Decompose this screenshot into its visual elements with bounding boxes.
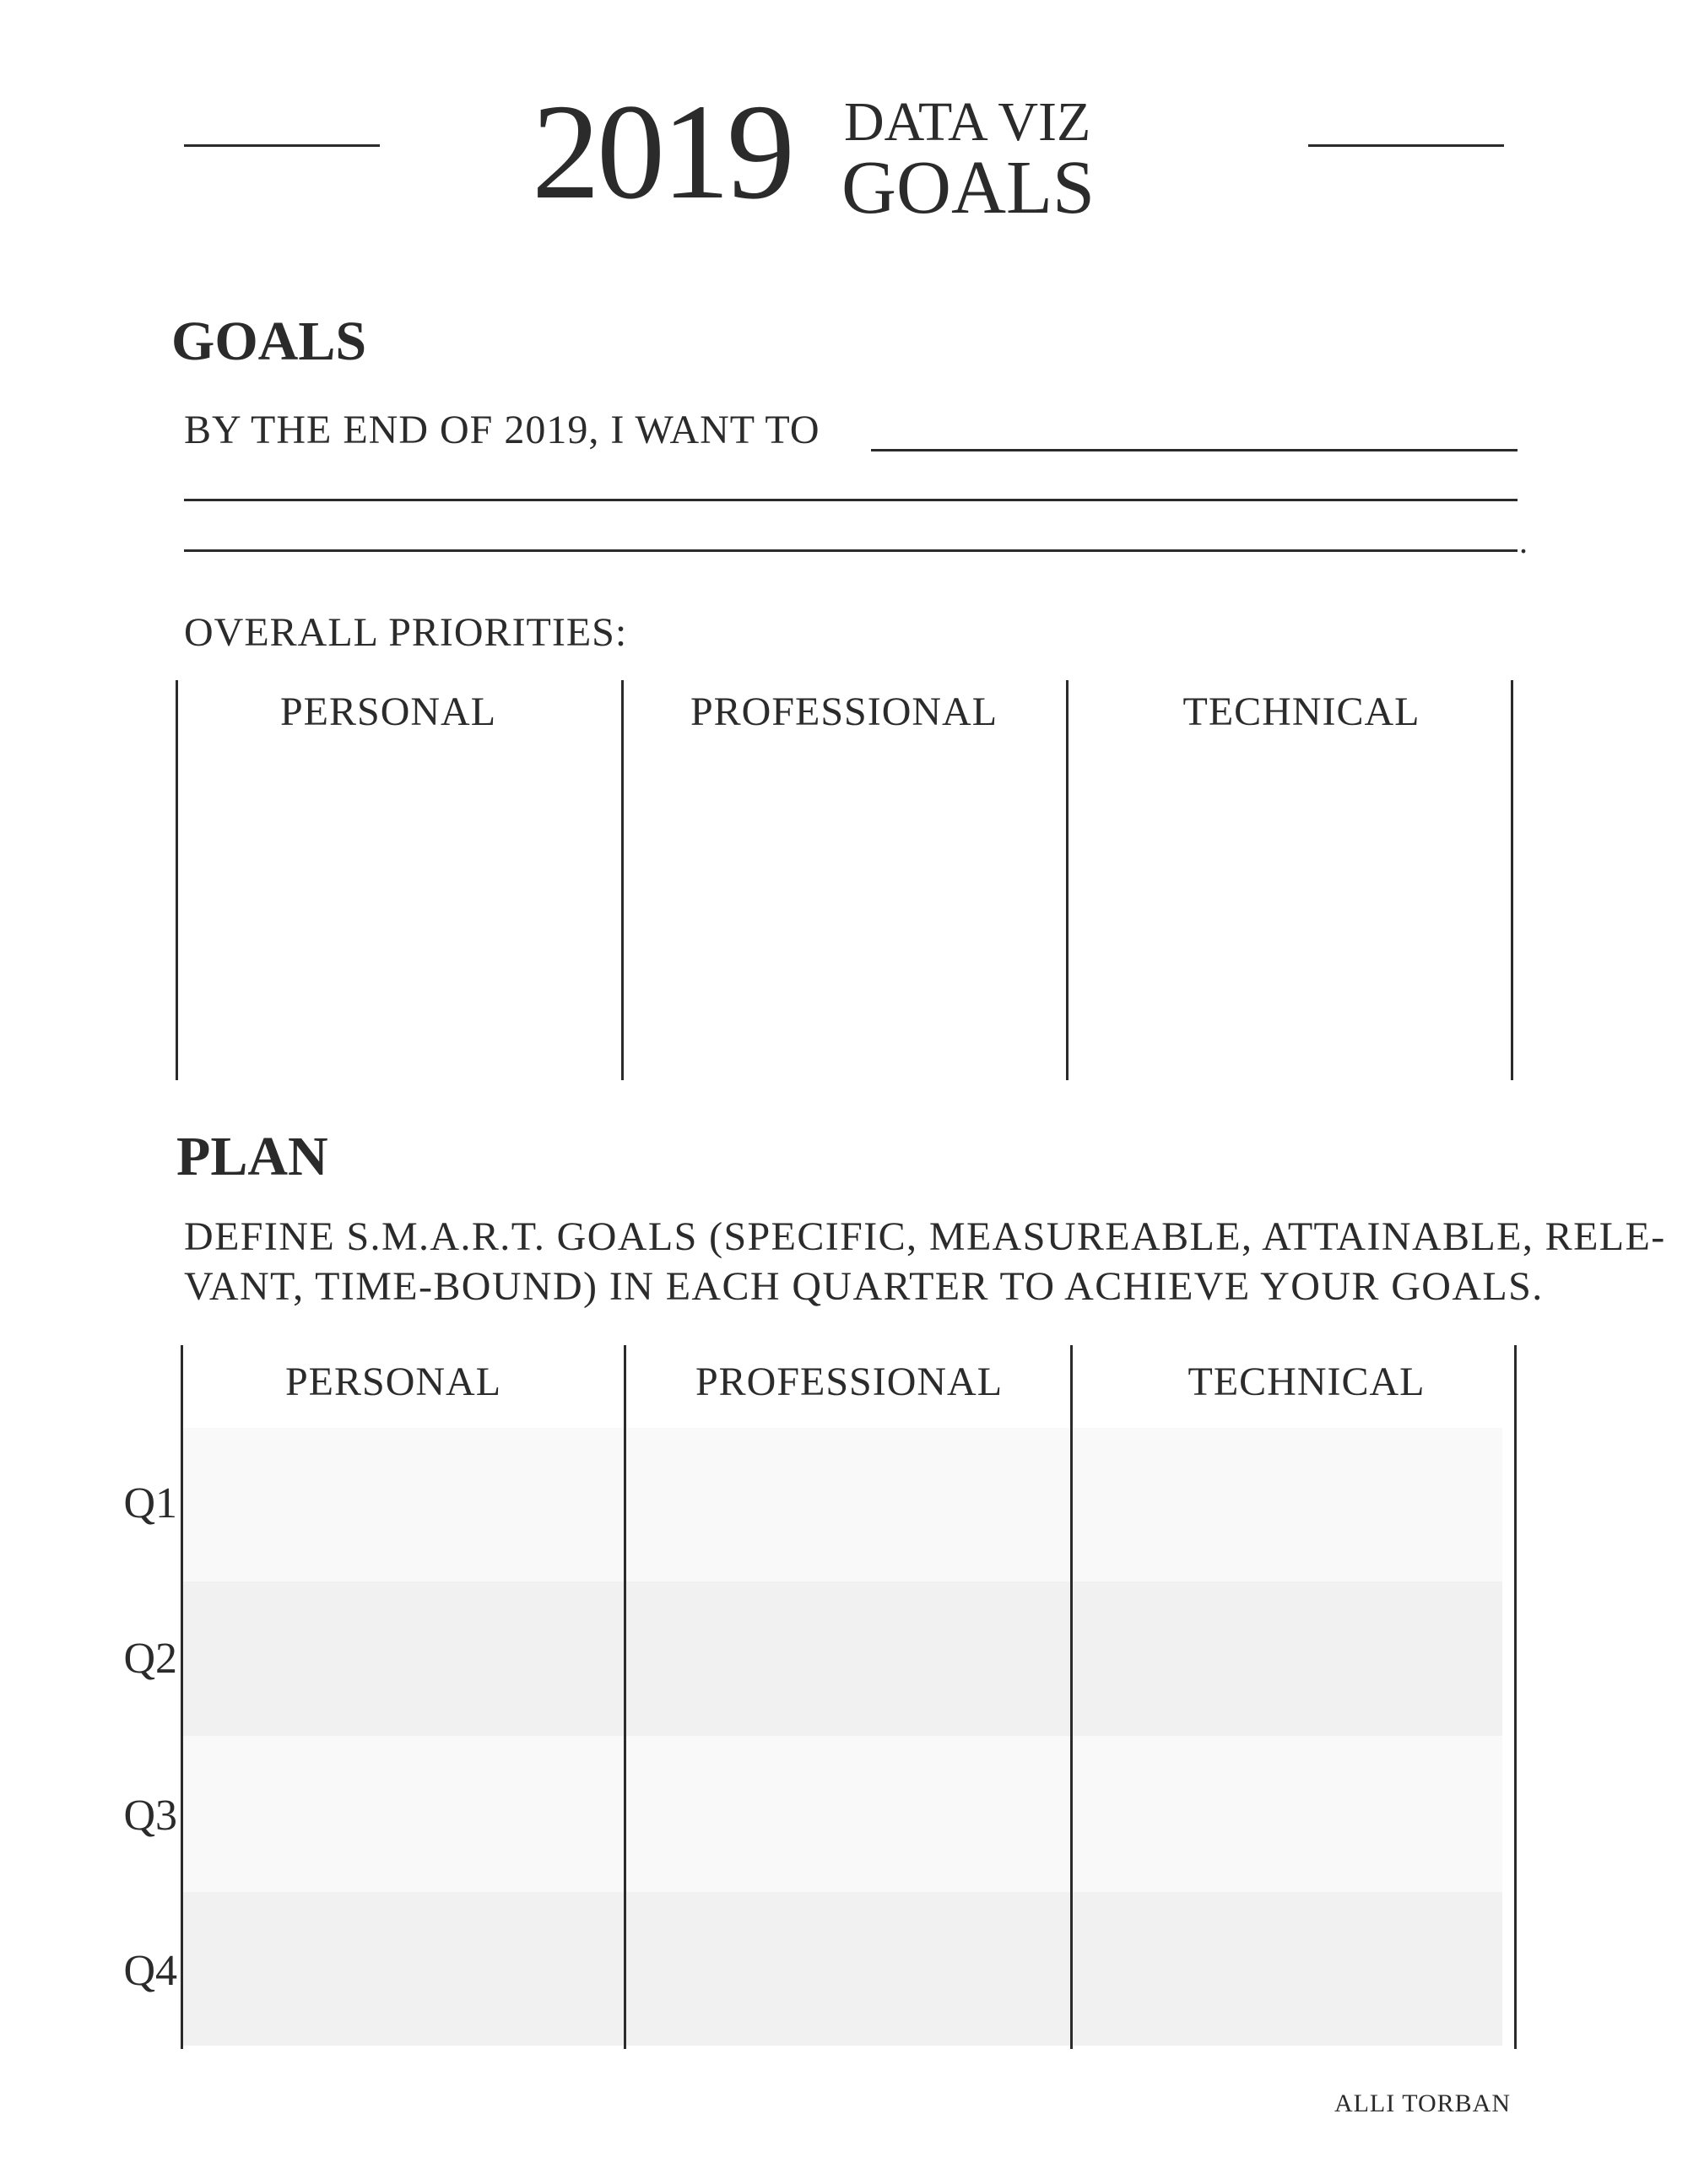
header-rule-left — [184, 144, 380, 147]
goals-prompt: BY THE END OF 2019, I WANT TO — [184, 408, 820, 452]
priorities-header-personal: PERSONAL — [279, 689, 497, 734]
header-rule-right — [1308, 144, 1504, 147]
priorities-cell-personal[interactable] — [179, 743, 619, 1078]
goals-heading: GOALS — [171, 311, 367, 372]
plan-header-professional: PROFESSIONAL — [695, 1360, 1004, 1404]
quarter-label-q4: Q4 — [123, 1947, 177, 1995]
plan-divider-1 — [181, 1345, 183, 2049]
plan-row-q3[interactable] — [182, 1736, 1502, 1892]
author-credit: ALLI TORBAN — [1334, 2089, 1511, 2117]
plan-row-q1[interactable] — [182, 1428, 1502, 1581]
plan-header-personal: PERSONAL — [284, 1360, 502, 1404]
page-title-year: 2019 — [532, 77, 792, 228]
priorities-divider-1 — [176, 680, 178, 1080]
plan-divider-3 — [1070, 1345, 1073, 2049]
goals-answer-line-2[interactable] — [184, 499, 1518, 501]
plan-row-q2[interactable] — [182, 1581, 1502, 1736]
plan-row-q4[interactable] — [182, 1892, 1502, 2046]
page-title-line1: DATA VIZ — [844, 91, 1091, 153]
plan-description-line-2: VANT, TIME-BOUND) IN EACH QUARTER TO ACHIEVE YOUR GOALS. — [184, 1264, 1544, 1309]
plan-heading: PLAN — [176, 1126, 328, 1187]
plan-header-technical: TECHNICAL — [1188, 1360, 1426, 1404]
priorities-header-professional: PROFESSIONAL — [690, 689, 998, 734]
goals-answer-line-3[interactable] — [184, 549, 1518, 552]
quarter-label-q3: Q3 — [123, 1792, 177, 1840]
plan-divider-2 — [624, 1345, 626, 2049]
priorities-cell-professional[interactable] — [625, 743, 1065, 1078]
goals-answer-line-1[interactable] — [871, 449, 1518, 451]
priorities-label: OVERALL PRIORITIES: — [184, 610, 628, 655]
priorities-cell-technical[interactable] — [1069, 743, 1510, 1078]
quarter-label-q1: Q1 — [123, 1479, 177, 1527]
plan-divider-4 — [1514, 1345, 1517, 2049]
page-title-line2: GOALS — [841, 146, 1096, 230]
priorities-divider-2 — [621, 680, 624, 1080]
priorities-header-technical: TECHNICAL — [1182, 689, 1420, 734]
priorities-divider-4 — [1511, 680, 1513, 1080]
goals-end-mark: . — [1519, 522, 1528, 560]
plan-description-line-1: DEFINE S.M.A.R.T. GOALS (SPECIFIC, MEASUREABLE, ATTAINABLE, RELE- — [184, 1214, 1666, 1259]
quarter-label-q2: Q2 — [123, 1635, 177, 1683]
priorities-divider-3 — [1066, 680, 1069, 1080]
